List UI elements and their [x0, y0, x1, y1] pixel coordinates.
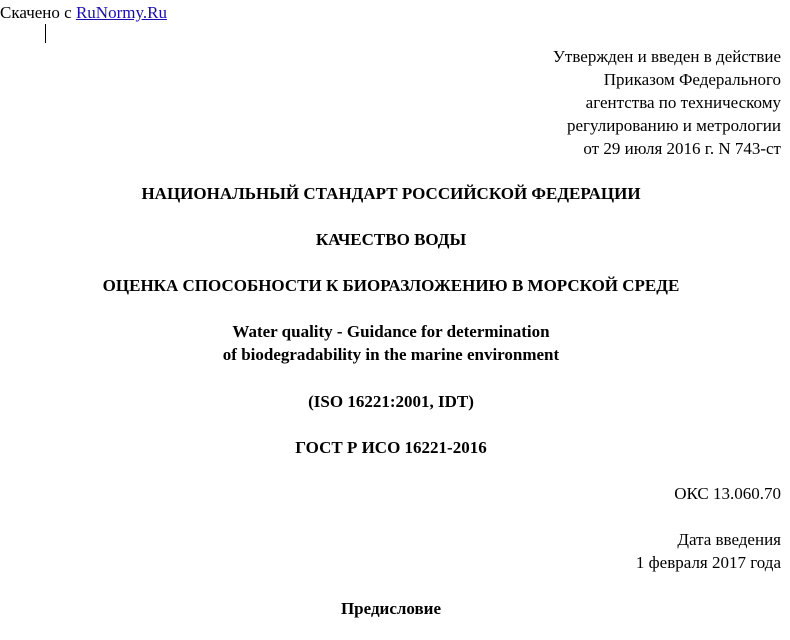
oks-code: ОКС 13.060.70 — [674, 484, 781, 503]
evaluation-title: ОЦЕНКА СПОСОБНОСТИ К БИОРАЗЛОЖЕНИЮ В МОРСКОЙ СРЕДЕ — [102, 276, 680, 295]
approval-line: агентства по техническому — [585, 93, 781, 112]
source-link[interactable]: RuNormy.Ru — [75, 3, 167, 22]
preface-heading: Предисловие — [340, 599, 442, 618]
approval-line: от 29 июля 2016 г. N 743-ст — [583, 139, 781, 158]
english-title-line: of biodegradability in the marine environment — [222, 345, 560, 364]
introduction-date-label: Дата введения — [677, 530, 781, 549]
standard-title: НАЦИОНАЛЬНЫЙ СТАНДАРТ РОССИЙСКОЙ ФЕДЕРАЦИИ — [141, 184, 641, 203]
approval-line: Утвержден и введен в действие — [552, 47, 781, 66]
english-title-line: Water quality - Guidance for determination — [232, 322, 550, 341]
source-prefix: Скачено с — [0, 3, 76, 22]
source-line — [0, 1, 167, 24]
iso-reference: (ISO 16221:2001, IDT) — [308, 392, 474, 411]
quality-title: КАЧЕСТВО ВОДЫ — [315, 230, 467, 249]
text-cursor — [45, 24, 46, 43]
english-title — [0, 320, 782, 366]
approval-line: Приказом Федерального — [603, 70, 781, 89]
introduction-date-value: 1 февраля 2017 года — [635, 553, 781, 572]
approval-line: регулированию и метрологии — [566, 116, 781, 135]
gost-designation: ГОСТ Р ИСО 16221-2016 — [295, 438, 487, 457]
introduction-date-block — [636, 528, 781, 574]
approval-block — [553, 45, 781, 160]
